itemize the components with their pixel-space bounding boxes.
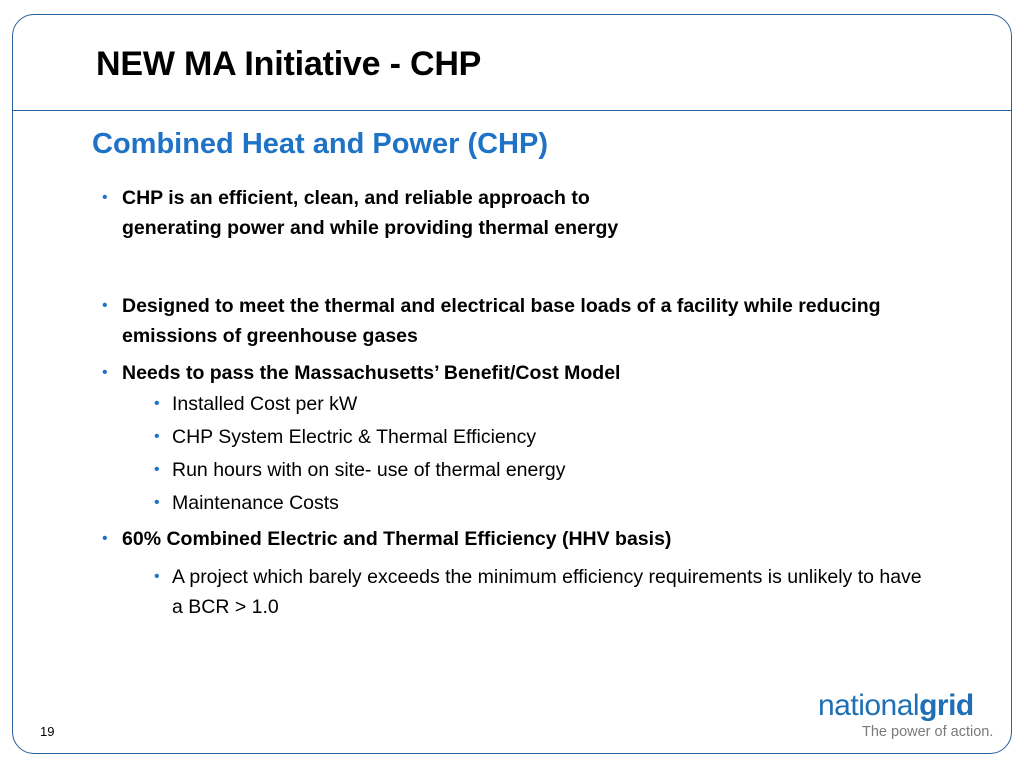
bullet-item: [96, 291, 926, 351]
section-subheading: Combined Heat and Power (CHP): [92, 128, 548, 160]
sub-bullet-text: Run hours with on site- use of thermal energy: [172, 459, 566, 481]
bullet-marker: •: [102, 530, 108, 547]
bullet-item: [96, 358, 926, 518]
sub-bullet-list: [122, 389, 926, 518]
bullet-text-line: generating power and while providing thermal energy: [122, 217, 619, 239]
bullet-marker: •: [102, 189, 108, 206]
bullet-text: Designed to meet the thermal and electrical base loads of a facility while reducing emissions of greenhouse gases: [122, 295, 881, 347]
bullet-marker: •: [102, 364, 108, 381]
logo-tagline: The power of action.: [862, 724, 994, 740]
sub-bullet-marker: •: [154, 428, 160, 445]
sub-bullet-marker: •: [154, 568, 160, 585]
sub-bullet-item: [122, 389, 926, 419]
slide-title: NEW MA Initiative - CHP: [96, 45, 482, 83]
sub-bullet-text: Installed Cost per kW: [172, 393, 358, 415]
sub-bullet-marker: •: [154, 395, 160, 412]
bullet-list: [96, 183, 926, 628]
logo-national-text: national: [818, 689, 920, 722]
bullet-marker: •: [102, 297, 108, 314]
sub-bullet-item: [122, 455, 926, 485]
bullet-item: [96, 183, 926, 243]
sub-bullet-marker: •: [154, 494, 160, 511]
sub-bullet-item: [122, 562, 926, 622]
bullet-item: [96, 524, 926, 622]
national-grid-logo: [818, 688, 998, 748]
sub-bullet-item: [122, 488, 926, 518]
bullet-text: Needs to pass the Massachusetts’ Benefit/Cost Model: [122, 362, 621, 384]
page-number: 19: [40, 724, 55, 739]
sub-bullet-text: CHP System Electric & Thermal Efficiency: [172, 426, 537, 448]
logo-grid-text: grid: [919, 689, 974, 722]
logo-wordmark: [818, 688, 974, 724]
sub-bullet-text: A project which barely exceeds the minimum efficiency requirements is unlikely to have a BCR > 1.0: [172, 566, 922, 618]
bullet-text: 60% Combined Electric and Thermal Efficiency (HHV basis): [122, 528, 672, 550]
bullet-text-line: CHP is an efficient, clean, and reliable approach to: [122, 187, 590, 209]
sub-bullet-list: [122, 562, 926, 622]
sub-bullet-text: Maintenance Costs: [172, 492, 339, 514]
sub-bullet-marker: •: [154, 461, 160, 478]
title-divider: [12, 110, 1012, 111]
sub-bullet-item: [122, 422, 926, 452]
bullet-text: [122, 187, 618, 239]
